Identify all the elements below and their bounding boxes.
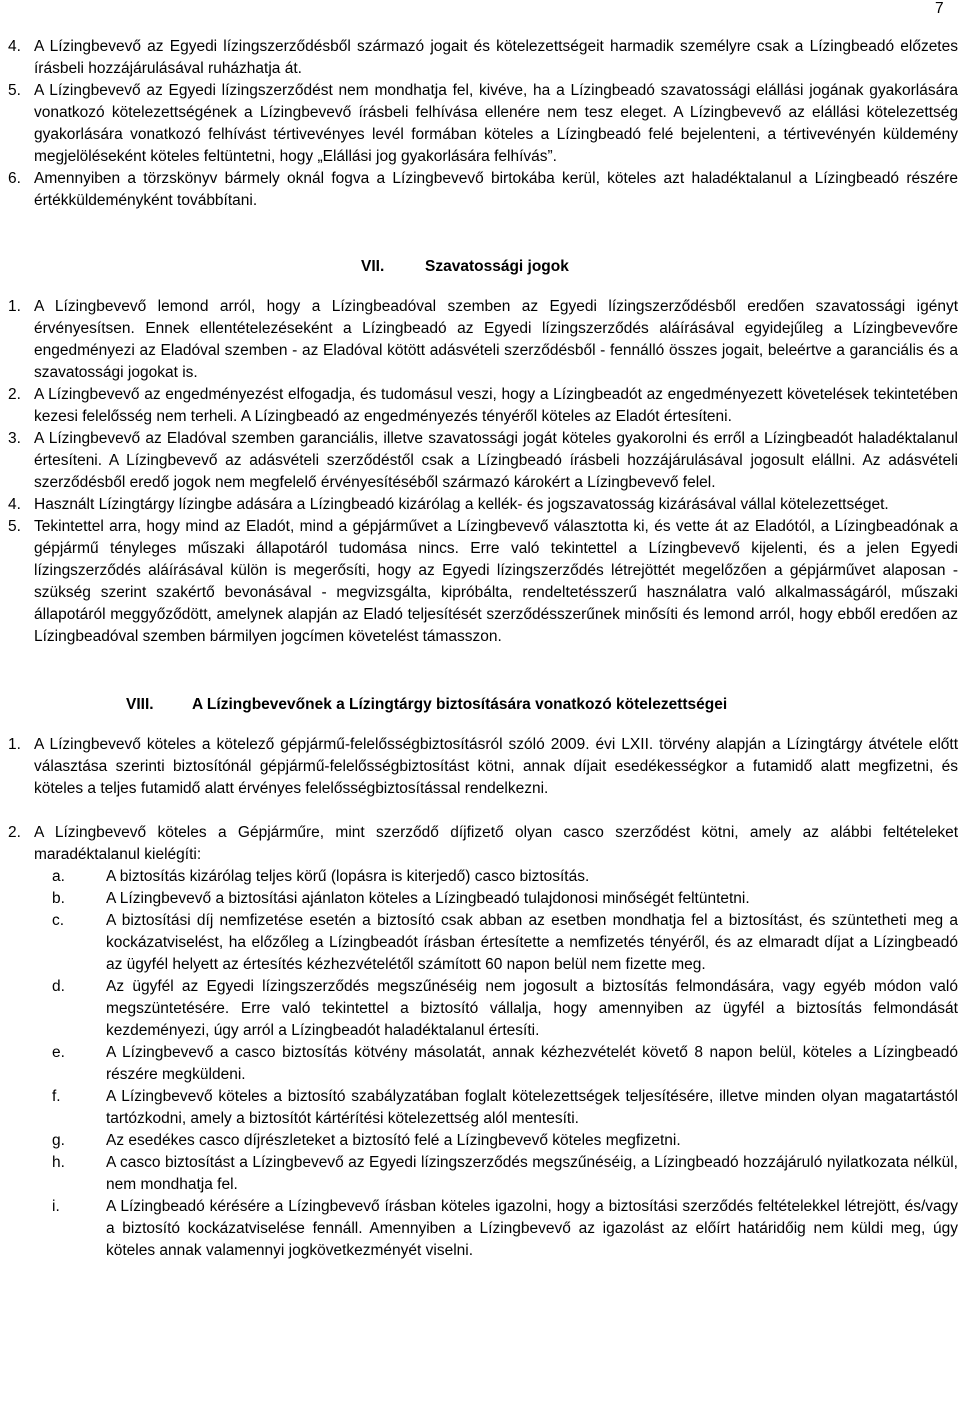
sub-item [8,1086,958,1130]
sub-item-text: A Lízingbevevő a casco biztosítás kötvény másolatát, annak kézhezvételét követő 8 napon belül, köteles a Lízingbeadó részére megküldeni. [106,1044,958,1083]
sub-item-letter: d. [52,978,65,995]
item-number: 5. [8,518,21,535]
item-number: 6. [8,170,21,187]
sub-item [8,866,958,888]
sub-item-text: A Lízingbevevő a biztosítási ajánlaton köteles a Lízingbeadó tulajdonosi minőségét feltüntetni. [106,890,750,907]
item-text: A Lízingbevevő köteles a Gépjárműre, mint szerződő díjfizető olyan casco szerződést kötni, amely az alábbi feltételeket maradéktalanul kielégíti: [34,824,958,863]
sub-item [8,1130,958,1152]
sub-item-letter: a. [52,868,65,885]
sub-item [8,1196,958,1262]
list-item [8,384,958,428]
sub-item-letter: i. [52,1198,60,1215]
item-text: A Lízingbevevő köteles a kötelező gépjármű-felelősségbiztosításról szóló 2009. évi LXII. törvény alapján a Lízingtárgy átvétele előtt választása szerinti biztosítónál gépjármű-felelősségbiztosítást kötni, annak díjait esedékességkor a futamidő alatt megfizetni, és köteles a teljes futamidő alatt érvényes felelősségbiztosítással rendelkezni. [34,736,958,797]
section-number: VIII. [126,696,154,713]
sub-item-text: A casco biztosítást a Lízingbevevő az Egyedi lízingszerződés megszűnéséig, a Lízingbeadó hozzájáruló nyilatkozata nélkül, nem mondhatja fel. [106,1154,958,1193]
item-text: A Lízingbevevő az Egyedi lízingszerződésből származó jogait és kötelezettségeit harmadik személyre csak a Lízingbeadó előzetes írásbeli hozzájárulásával ruházhatja át. [34,38,958,77]
item-number: 5. [8,82,21,99]
item-number: 1. [8,736,21,753]
sub-item [8,888,958,910]
item-number: 1. [8,298,21,315]
sub-item [8,1152,958,1196]
item-text: A Lízingbevevő az Eladóval szemben garanciális, illetve szavatossági jogát köteles gyakorolni és erről a Lízingbeadót haladéktalanul értesíteni. A Lízingbevevő az adásvételi szerződéstől csak a Lízingbeadó írásbeli hozzájárulásával jogosult elállni. Az adásvételi szerződésből eredő jogok nem megfelelő érvényesítéséből származó károkért a Lízingbevevő felel. [34,430,958,491]
item-text: Használt Lízingtárgy lízingbe adására a Lízingbeadó kizárólag a kellék- és jogszavatosság kizárásával vállal kötelezettséget. [34,496,889,513]
sub-item-letter: b. [52,890,65,907]
list-item [8,734,958,800]
sub-item [8,910,958,976]
item-number: 2. [8,386,21,403]
list-item [8,168,958,212]
sub-item-text: Az esedékes casco díjrészleteket a biztosító felé a Lízingbevevő köteles megfizetni. [106,1132,681,1149]
list-item [8,80,958,168]
item-text: Amennyiben a törzskönyv bármely oknál fogva a Lízingbevevő birtokába kerül, köteles azt haladéktalanul a Lízingbeadó részére értékküldeményként továbbítani. [34,170,958,209]
item-text: A Lízingbevevő az engedményezést elfogadja, és tudomásul veszi, hogy a Lízingbeadót az engedményezett követelések tekintetében kezesi felelősség nem terheli. A Lízingbeadó az engedményezés tényéről köteles az Eladót értesíteni. [34,386,958,425]
sub-item-text: Az ügyfél az Egyedi lízingszerződés megszűnéséig nem jogosult a biztosítás felmondására, vagy egyéb módon való megszüntetésére. Erre való tekintettel a biztosító vállalja, hogy amennyiben az ügyfél a biztosítás felmondását kezdeményezi, úgy arról a Lízingbeadót haladéktalanul értesíti. [106,978,958,1039]
sub-item [8,976,958,1042]
sub-item [8,1042,958,1086]
list-item [8,296,958,384]
list-item [8,36,958,80]
sub-item-text: A Lízingbeadó kérésére a Lízingbevevő írásban köteles igazolni, hogy a biztosítási szerződés feltételekkel létrejött, és/vagy a biztosító kockázatviselése fennáll. Amennyiben a Lízingbevevő az igazolást az előírt határidőig nem küldi meg, úgy köteles annak valamennyi jogkövetkezményét viselni. [106,1198,958,1259]
list-item [8,494,958,516]
sub-item-letter: g. [52,1132,65,1149]
list-item [8,822,958,866]
spacer [8,800,958,822]
item-text: A Lízingbevevő lemond arról, hogy a Lízingbeadóval szemben az Egyedi lízingszerződésből eredően szavatossági igényt érvényesítsen. Ennek ellentételezéseként a Lízingbeadó az Egyedi lízingszerződés aláírásával egyidejűleg a Lízingbevevőre engedményezi az Eladóval szemben - az Eladóval kötött adásvételi szerződésből - fennálló összes jogait, beleértve a garanciális és a szavatossági jogokat is. [34,298,958,381]
page-number: 7 [935,0,944,17]
section-number: VII. [361,258,385,275]
sub-item-text: A biztosítás kizárólag teljes körű (lopásra is kiterjedő) casco biztosítás. [106,868,590,885]
section-title: A Lízingbevevőnek a Lízingtárgy biztosítására vonatkozó kötelezettségei [192,696,728,713]
item-number: 2. [8,824,21,841]
item-text: Tekintettel arra, hogy mind az Eladót, mind a gépjárművet a Lízingbevevő választotta ki, és vette át az Eladótól, a Lízingbeadónak a gépjármű tényleges műszaki állapotáról tudomása nincs. Erre való tekintettel a Lízingbevevő kijelenti, és a jelen Egyedi lízingszerződés aláírásával külön is megerősíti, hogy az Egyedi lízingszerződés létrejöttét megelőzően a gépjárművet alaposan - szükség szerint szakértő bevonásával - megvizsgálta, kipróbálta, rendeltetésszerű használatra való alkalmasságáról, műszaki állapotáról meggyőződött, amelynek alapján az Eladó teljesítését szerződésszerűnek minősíti és lemond arról, hogy ebből eredően az Lízingbeadóval szemben bármilyen jogcímen követelést támasszon. [34,518,958,645]
sub-item-letter: h. [52,1154,65,1171]
section-heading [8,694,958,716]
item-number: 4. [8,496,21,513]
item-text: A Lízingbevevő az Egyedi lízingszerződést nem mondhatja fel, kivéve, ha a Lízingbeadó szavatossági elállási jogának gyakorlására vonatkozó kötelezettségének a Lízingbevevő írásbeli felhívása ellenére nem tesz eleget. A Lízingbevevő az elállási kötelezettség gyakorlására vonatkozó felhívást tértivevényes levél formában köteles a Lízingbeadó felé bejelenteni, a tértivevényén küldemény megjelöléseként köteles feltüntetni, hogy „Elállási jog gyakorlására felhívás”. [34,82,958,165]
list-item [8,516,958,648]
item-number: 4. [8,38,21,55]
sub-item-letter: f. [52,1088,61,1105]
item-number: 3. [8,430,21,447]
document-body [8,36,958,1262]
list-item [8,428,958,494]
sub-item-letter: e. [52,1044,65,1061]
sub-item-text: A Lízingbevevő köteles a biztosító szabályzatában foglalt kötelezettségek teljesítésére, illetve minden olyan magatartástól tartózkodni, amely a biztosítót kártérítési kötelezettség alól mentesíti. [106,1088,958,1127]
sub-item-text: A biztosítási díj nemfizetése esetén a biztosító csak abban az esetben mondhatja fel a biztosítást, és szüntetheti meg a kockázatviselést, ha előzőleg a Lízingbeadót írásban értesítette a nemfizetés tényéről, és az elmaradt díjat a Lízingbeadó az ügyfél helyett az értesítés kézhezvételétől számított 60 napon belül nem fizette meg. [106,912,958,973]
sub-item-letter: c. [52,912,65,929]
section-heading [8,256,958,278]
section-title: Szavatossági jogok [425,258,569,275]
